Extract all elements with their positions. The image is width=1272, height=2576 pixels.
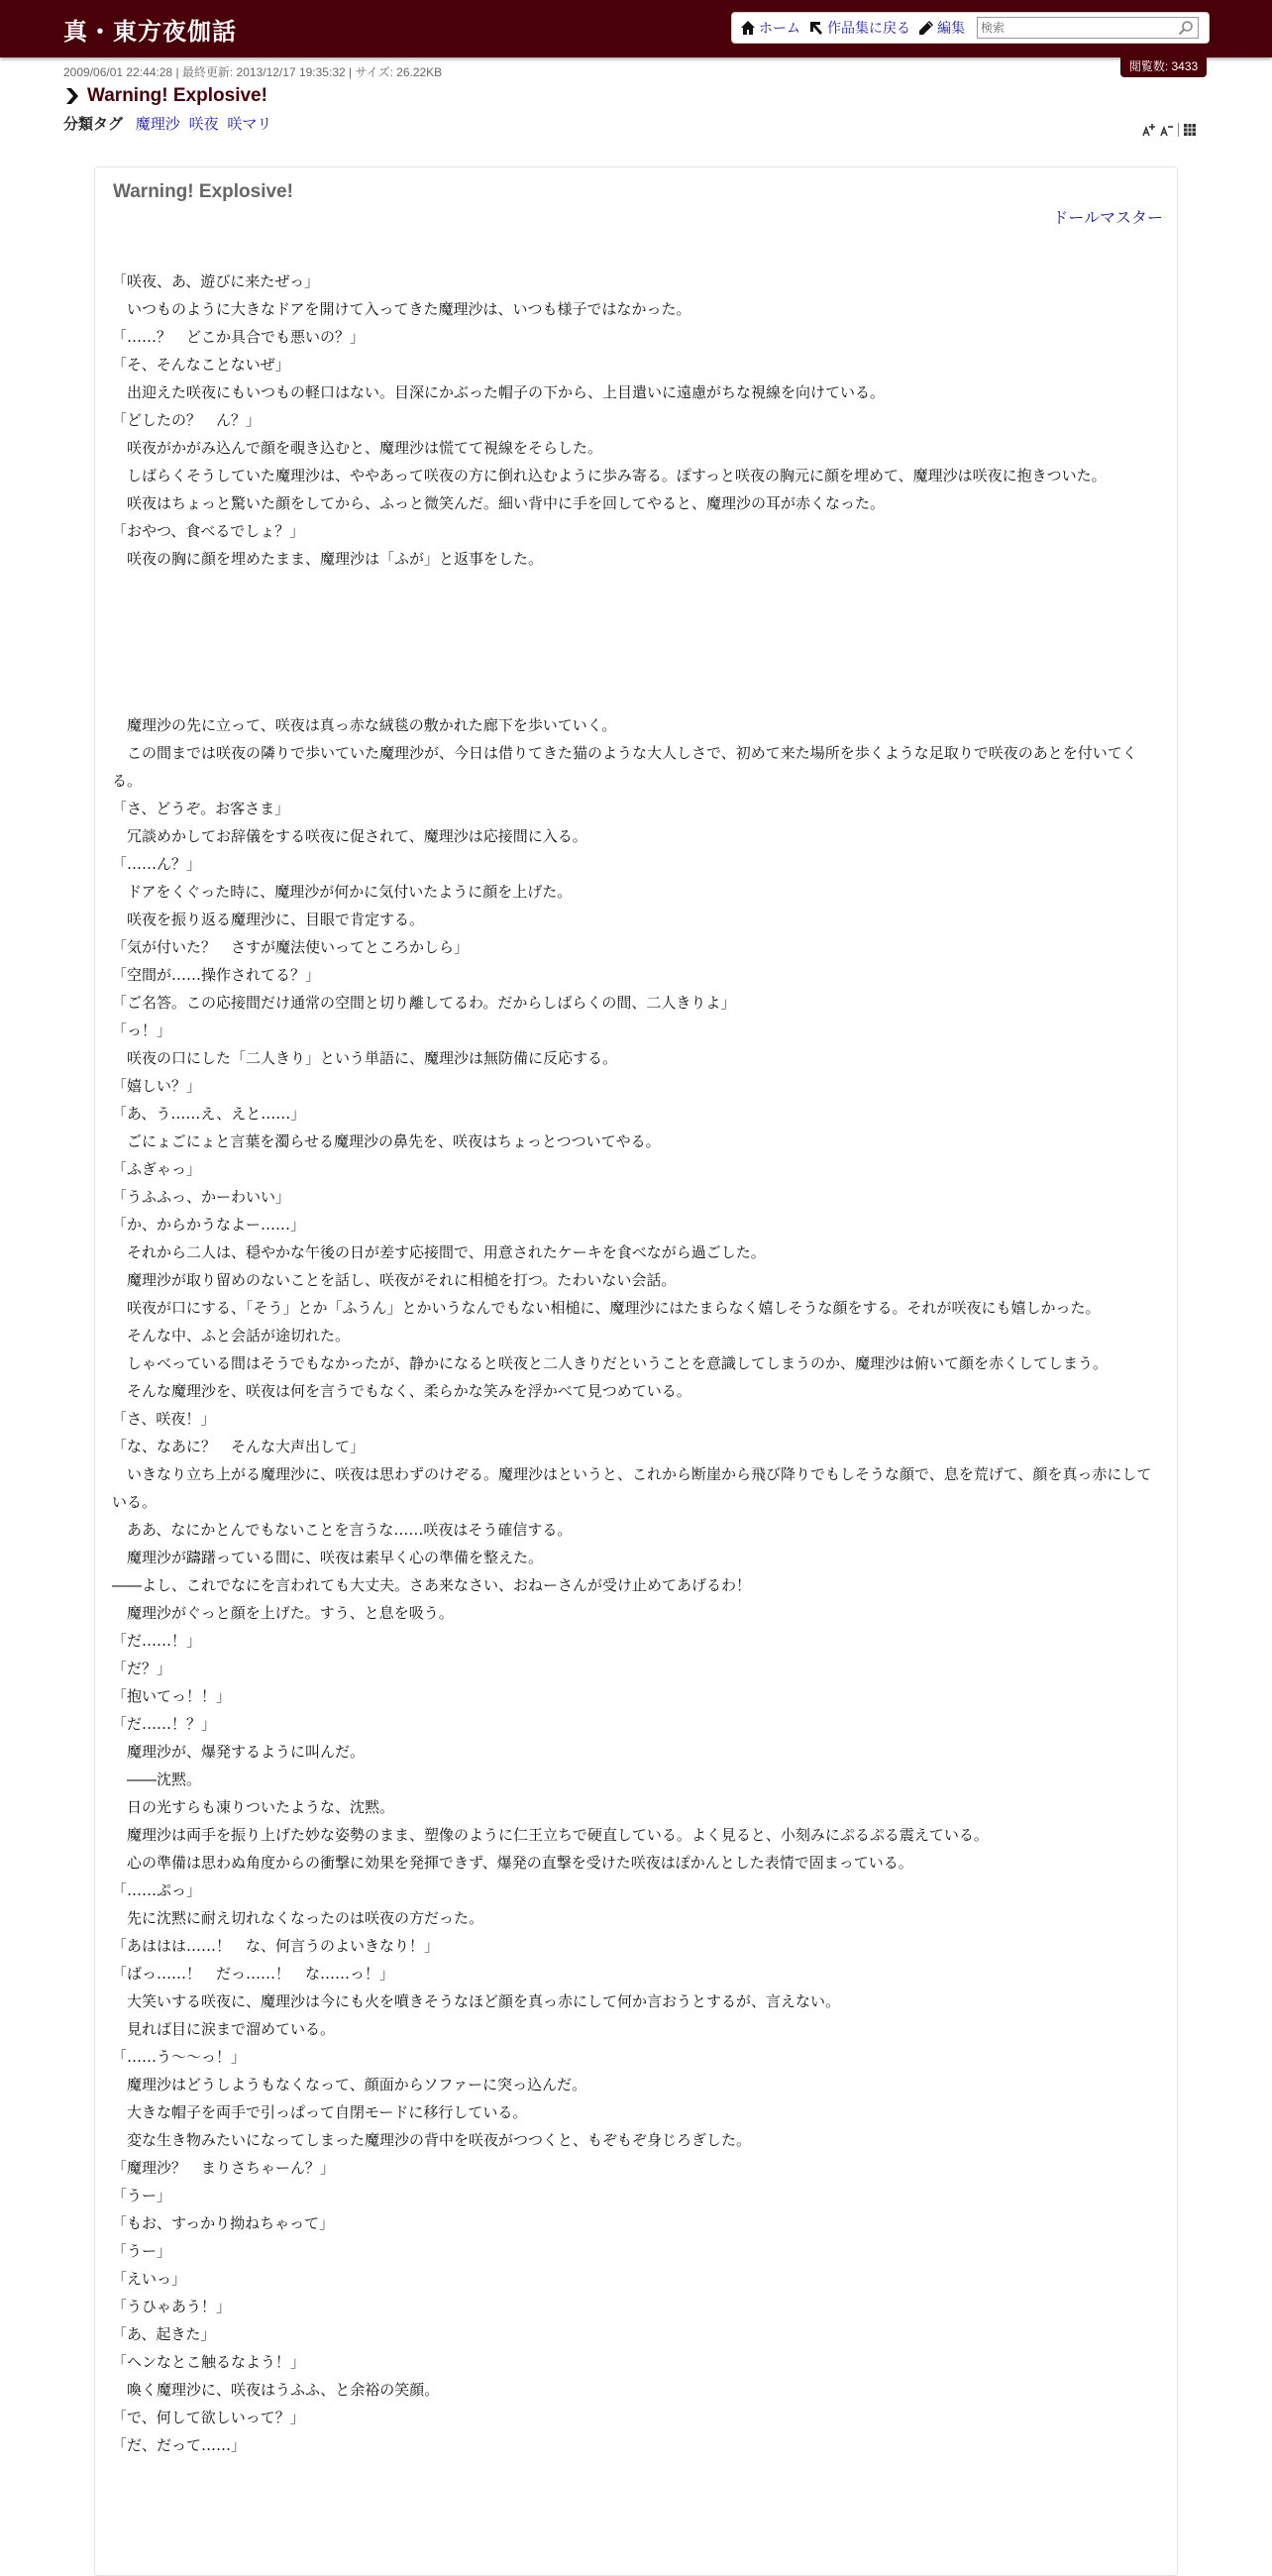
page-title — [63, 85, 267, 107]
tag-link[interactable]: 咲マリ — [227, 115, 272, 133]
story-paragraph: 咲夜が口にする、「そう」とか「ふうん」とかいうなんでもない相槌に、魔理沙にはたまらなく嬉しそうな顔をする。それが咲夜にも嬉しかった。 — [112, 1299, 1101, 1317]
story-paragraph: 「っ！」 — [112, 1021, 172, 1039]
tag-link[interactable]: 咲夜 — [188, 115, 219, 133]
story-paragraph: 咲夜の胸に顔を埋めたまま、魔理沙は「ふが」と返事をした。 — [112, 550, 544, 568]
search-box — [977, 17, 1199, 39]
story-paragraph: 「な、なあに？ そんな大声出して」 — [112, 1438, 366, 1455]
nav-edit-label: 編集 — [937, 21, 965, 37]
story-body — [112, 268, 1160, 2459]
tool-divider — [1178, 123, 1179, 137]
story-paragraph: 咲夜の口にした「二人きり」という単語に、魔理沙は無防備に反応する。 — [112, 1049, 618, 1067]
story-paragraph: 「空間が……操作されてる？」 — [112, 966, 321, 984]
story-paragraph: 魔理沙はどうしようもなくなって、顔面からソファーに突っ込んだ。 — [112, 2076, 587, 2093]
story-paragraph: 「あ、う……え、えと……」 — [112, 1105, 306, 1123]
story-paragraph — [112, 573, 1160, 600]
story-paragraph: いつものように大きなドアを開けて入ってきた魔理沙は、いつも様子ではなかった。 — [112, 300, 691, 318]
story-paragraph: それから二人は、穏やかな午後の日が差す応接間で、用意されたケーキを食べながら過ごした。 — [112, 1243, 766, 1261]
story-paragraph: 「ばっ……！ だっ……！ な……っ！」 — [112, 1965, 395, 1983]
story-paragraph: 「か、からかうなよー……」 — [112, 1216, 306, 1234]
story-paragraph: 冗談めかしてお辞儀をする咲夜に促されて、魔理沙は応接間に入る。 — [112, 827, 587, 845]
story-paragraph: 「気が付いた？ さすが魔法使いってところかしら」 — [112, 938, 470, 956]
story-paragraph: 「嬉しい？」 — [112, 1077, 202, 1095]
search-icon[interactable] — [1178, 20, 1194, 36]
story-paragraph: 「……？ どこか具合でも悪いの？」 — [112, 328, 366, 346]
site-title[interactable]: 真・東方夜伽話 — [63, 18, 237, 46]
story-paragraph: 「もお、すっかり拗ねちゃって」 — [112, 2214, 335, 2232]
nav-bar — [731, 12, 1210, 44]
story-paragraph: 咲夜はちょっと驚いた顔をしてから、ふっと微笑んだ。細い背中に手を回してやると、魔理沙の耳が赤くなった。 — [112, 494, 886, 512]
story-paragraph: そんな中、ふと会話が途切れた。 — [112, 1327, 351, 1344]
story-paragraph: 「……ん？」 — [112, 855, 202, 873]
story-paragraph: 「えいっ」 — [112, 2270, 187, 2288]
story-paragraph: 「うー」 — [112, 2187, 172, 2204]
layout-icon[interactable] — [1183, 123, 1197, 137]
story-paragraph: 「だ……！」 — [112, 1632, 202, 1650]
story-paragraph: 「おやつ、食べるでしょ？」 — [112, 522, 305, 540]
story-paragraph: この間までは咲夜の隣りで歩いていた魔理沙が、今日は借りてきた猫のような大人しさで、初めて来た場所を歩くような足取りで咲夜のあとを付いてくる。 — [112, 744, 1137, 790]
story-paragraph: 「……う～～っ！」 — [112, 2048, 247, 2066]
nav-home-label: ホーム — [759, 21, 800, 37]
story-paragraph: 魔理沙は両手を振り上げた妙な姿勢のまま、塑像のように仁王立ちで硬直している。よく見ると、小刻みにぷるぷる震えている。 — [112, 1826, 989, 1844]
story-paragraph: 喚く魔理沙に、咲夜はうふふ、と余裕の笑顔。 — [112, 2381, 440, 2399]
story-paragraph — [112, 656, 1160, 684]
story-paragraph: 「ご名答。この応接間だけ通常の空間と切り離してるわ。だからしばらくの間、二人きりよ」 — [112, 994, 736, 1012]
story-paragraph: 魔理沙の先に立って、咲夜は真っ赤な絨毯の敷かれた廊下を歩いていく。 — [112, 716, 617, 734]
story-paragraph: 「だ？」 — [112, 1660, 172, 1677]
story-paragraph: 「どしたの？ ん？」 — [112, 411, 262, 429]
pencil-icon — [918, 20, 934, 36]
back-arrow-icon — [808, 20, 824, 36]
story-paragraph: 魔理沙が取り留めのないことを話し、咲夜がそれに相槌を打つ。たわいない会話。 — [112, 1271, 677, 1289]
story-paragraph: 「咲夜、あ、遊びに来たぜっ」 — [112, 272, 320, 290]
view-count-badge: 閲覧数: 3433 — [1120, 55, 1207, 77]
story-paragraph: 魔理沙が躊躇っている間に、咲夜は素早く心の準備を整えた。 — [112, 1549, 544, 1566]
story-paragraph: 大きな帽子を両手で引っぱって自閉モードに移行している。 — [112, 2103, 528, 2121]
story-paragraph: 「魔理沙？ まりさちゃーん？」 — [112, 2159, 336, 2177]
tag-link[interactable]: 魔理沙 — [135, 115, 180, 133]
story-paragraph: 咲夜を振り返る魔理沙に、目眼で肯定する。 — [112, 911, 425, 928]
home-icon — [740, 20, 756, 36]
story-paragraph: ごにょごにょと言葉を濁らせる魔理沙の鼻先を、咲夜はちょっとつついてやる。 — [112, 1132, 661, 1150]
story-paragraph: 「そ、そんなことないぜ」 — [112, 356, 290, 374]
story-paragraph — [112, 684, 1160, 711]
story-paragraph: 咲夜がかがみ込んで顔を覗き込むと、魔理沙は慌てて視線をそらした。 — [112, 439, 603, 457]
story-paragraph: 先に沈黙に耐え切れなくなったのは咲夜の方だった。 — [112, 1909, 484, 1927]
nav-home-link[interactable] — [740, 18, 800, 38]
story-paragraph: 「だ、だって……」 — [112, 2436, 247, 2454]
nav-edit-link[interactable] — [918, 18, 965, 38]
tag-label: 分類タグ — [63, 115, 124, 133]
page-title-text: Warning! Explosive! — [87, 85, 267, 106]
story-paragraph: 「あははは……！ な、何言うのよいきなり！」 — [112, 1937, 440, 1955]
story-paragraph: しばらくそうしていた魔理沙は、ややあって咲夜の方に倒れ込むように歩み寄る。ぽすっと咲夜の胸元に顔を埋めて、魔理沙は咲夜に抱きついた。 — [112, 467, 1107, 484]
story-paragraph: 心の準備は思わぬ角度からの衝撃に効果を発揮できず、爆発の直撃を受けた咲夜はぽかんとした表情で固まっている。 — [112, 1854, 913, 1872]
story-paragraph: 「うふふっ、かーわいい」 — [112, 1188, 291, 1206]
story-paragraph: しゃべっている間はそうでもなかったが、静かになると咲夜と二人きりだということを意識してしまうのか、魔理沙は俯いて顔を赤くしてしまう。 — [112, 1354, 1109, 1372]
story-paragraph: 「で、何して欲しいって？」 — [112, 2409, 305, 2426]
story-paragraph: 「だ……！？」 — [112, 1715, 217, 1733]
story-paragraph: 「抱いてっ！！」 — [112, 1687, 232, 1705]
story-paragraph: 大笑いする咲夜に、魔理沙は今にも火を噴きそうなほど顔を真っ赤にして何か言おうとするが、言えない。 — [112, 1992, 841, 2010]
story-card — [94, 166, 1178, 2576]
author-link[interactable]: ドールマスター — [1052, 208, 1163, 227]
site-header — [0, 0, 1272, 57]
story-paragraph: ――よし、これでなにを言われても大丈夫。さあ来なさい、おねーさんが受け止めてあげるわ！ — [112, 1576, 752, 1594]
story-paragraph: 出迎えた咲夜にもいつもの軽口はない。目深にかぶった帽子の下から、上目遣いに遠慮がちな視線を向けている。 — [112, 383, 886, 401]
search-input[interactable] — [978, 19, 1172, 37]
story-paragraph: そんな魔理沙を、咲夜は何を言うでもなく、柔らかな笑みを浮かべて見つめている。 — [112, 1382, 691, 1400]
nav-back-label: 作品集に戻る — [827, 21, 910, 37]
font-larger-icon[interactable] — [1142, 123, 1156, 137]
story-paragraph: 「ふぎゃっ」 — [112, 1160, 202, 1178]
story-paragraph: 「うー」 — [112, 2242, 172, 2260]
chevron-right-icon — [63, 87, 81, 105]
story-paragraph: ああ、なにかとんでもないことを言うな……咲夜はそう確信する。 — [112, 1521, 573, 1539]
story-paragraph: 「さ、咲夜！」 — [112, 1410, 216, 1428]
story-paragraph: いきなり立ち上がる魔理沙に、咲夜は思わずのけぞる。魔理沙はというと、これから断崖から飛び降りでもしそうな顔で、息を荒げて、顔を真っ赤にしている。 — [112, 1465, 1152, 1511]
story-paragraph: 魔理沙が、爆発するように叫んだ。 — [112, 1743, 366, 1761]
story-paragraph: ドアをくぐった時に、魔理沙が何かに気付いたように顔を上げた。 — [112, 883, 573, 901]
tag-list — [63, 113, 275, 134]
story-paragraph: 「うひゃあう！」 — [112, 2298, 232, 2315]
story-paragraph: 「さ、どうぞ。お客さま」 — [112, 800, 290, 817]
story-paragraph: 「ヘンなとこ触るなよう！」 — [112, 2353, 306, 2371]
view-tools — [1142, 123, 1197, 137]
post-meta: 2009/06/01 22:44:28 | 最終更新: 2013/12/17 19:35:32 | サイズ: 26.22KB — [63, 65, 443, 79]
story-title: Warning! Explosive! — [113, 181, 293, 202]
story-paragraph: 変な生き物みたいになってしまった魔理沙の背中を咲夜がつつくと、もぞもぞ身じろぎした。 — [112, 2131, 752, 2149]
story-paragraph: ――沈黙。 — [112, 1771, 202, 1788]
story-paragraph: 日の光すらも凍りついたような、沈黙。 — [112, 1798, 395, 1816]
font-smaller-icon[interactable] — [1160, 123, 1174, 137]
nav-back-link[interactable] — [808, 18, 910, 38]
story-paragraph: 「……ぷっ」 — [112, 1881, 202, 1899]
story-paragraph — [112, 600, 1160, 628]
story-paragraph: 魔理沙がぐっと顔を上げた。すう、と息を吸う。 — [112, 1604, 454, 1622]
story-paragraph: 「あ、起きた」 — [112, 2325, 216, 2343]
story-paragraph: 見れば目に涙まで溜めている。 — [112, 2020, 336, 2038]
story-paragraph — [112, 628, 1160, 656]
